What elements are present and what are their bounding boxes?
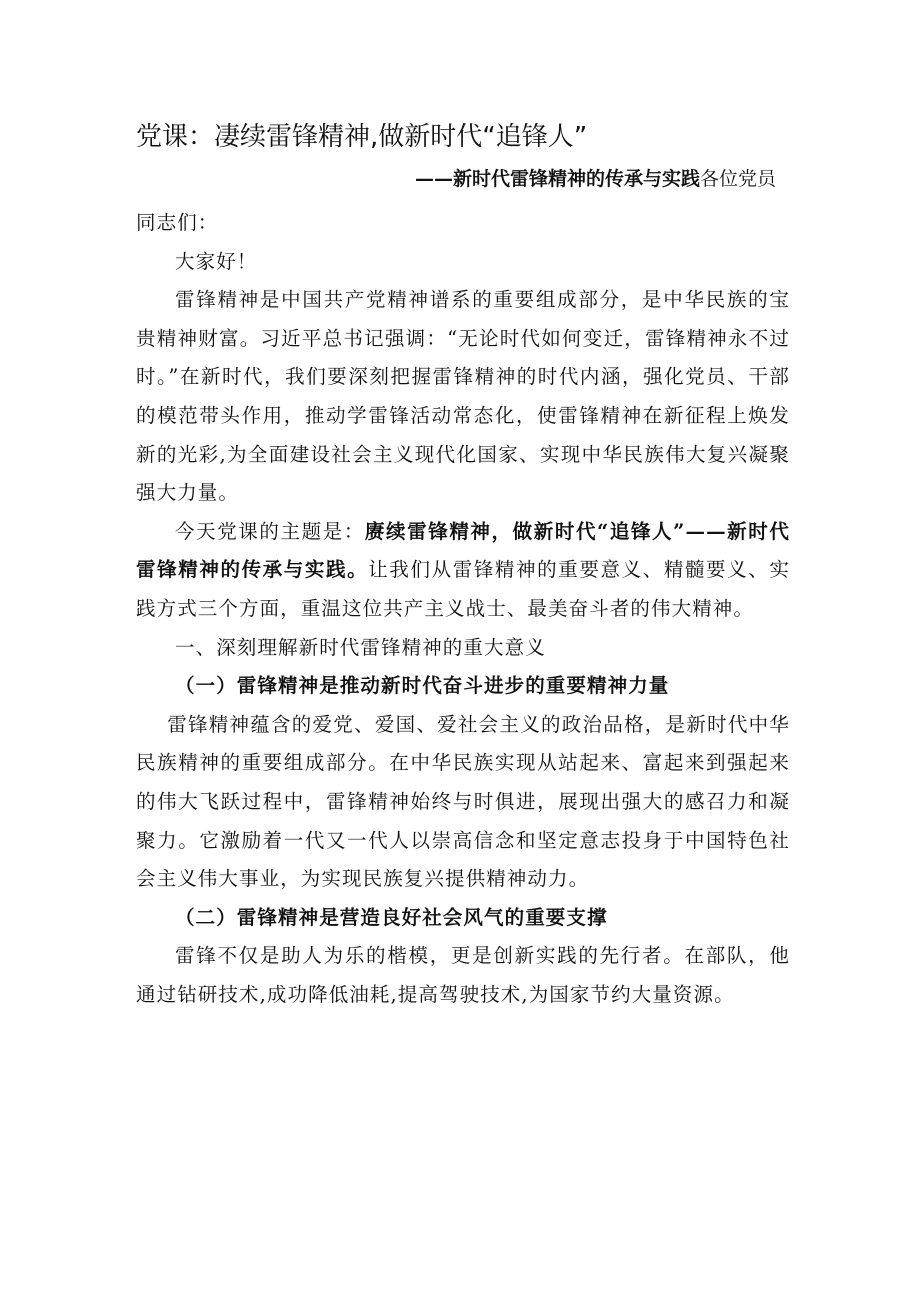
theme-lead: 今天党课的主题是： — [175, 519, 365, 543]
subtitle-line — [136, 164, 776, 191]
document-title: 党课：凄续雷锋精神,做新时代“追锋人” — [136, 122, 588, 152]
theme-rest: 让我们从雷锋精神的重要意义、精髓要义、实践方式三个方面，重温这位共产主义战士、最美奋斗者的伟大精神。 — [136, 558, 790, 620]
document-body — [136, 204, 790, 1014]
subtitle-trailing-text: 各位党员 — [699, 168, 776, 190]
subsection-heading-1: （一）雷锋精神是推动新时代奋斗进步的重要精神力量 — [175, 674, 670, 698]
document-subtitle: ——新时代雷锋精神的传承与实践 — [414, 168, 700, 190]
paragraph-theme — [136, 513, 790, 629]
subsection-1-text: 雷锋精神蕴含的爱党、爱国、爱社会主义的政治品格，是新时代中华民族精神的重要组成部分。在中华民族实现从站起来、富起来到强起来的伟大飞跃过程中，雷锋精神始终与时俱进，展现出强大的感召力和凝聚力。它激励着一代又一代人以崇高信念和坚定意志投身于中国特色社会主义伟大事业，为实现民族复兴提供精神动力。 — [136, 712, 790, 891]
theme-title: 赓续雷锋精神，做新时代“追锋人”——新时代雷锋精神的传承与实践。 — [136, 519, 790, 582]
salutation: 同志们： — [136, 211, 219, 234]
paragraph-intro: 雷锋精神是中国共产党精神谱系的重要组成部分，是中华民族的宝贵精神财富。习近平总书记强调：“无论时代如何变迁，雷锋精神永不过时。”在新时代，我们要深刻把握雷锋精神的时代内涵，强化党员、干部的模范带头作用，推动学雷锋活动常态化，使雷锋精神在新征程上焕发新的光彩,为全面建设社会主义现代化国家、实现中华民族伟大复兴凝聚强大力量。 — [136, 288, 790, 505]
subsection-2-text: 雷锋不仅是助人为乐的楷模，更是创新实践的先行者。在部队，他通过钻研技术,成功降低油耗,提高驾驶技术,为国家节约大量资源。 — [136, 944, 790, 1006]
greeting-hello: 大家好！ — [175, 249, 258, 273]
section-heading-1: 一、深刻理解新时代雷锋精神的重大意义 — [175, 635, 546, 659]
subsection-heading-2: （二）雷锋精神是营造良好社会风气的重要支撑 — [175, 905, 608, 929]
